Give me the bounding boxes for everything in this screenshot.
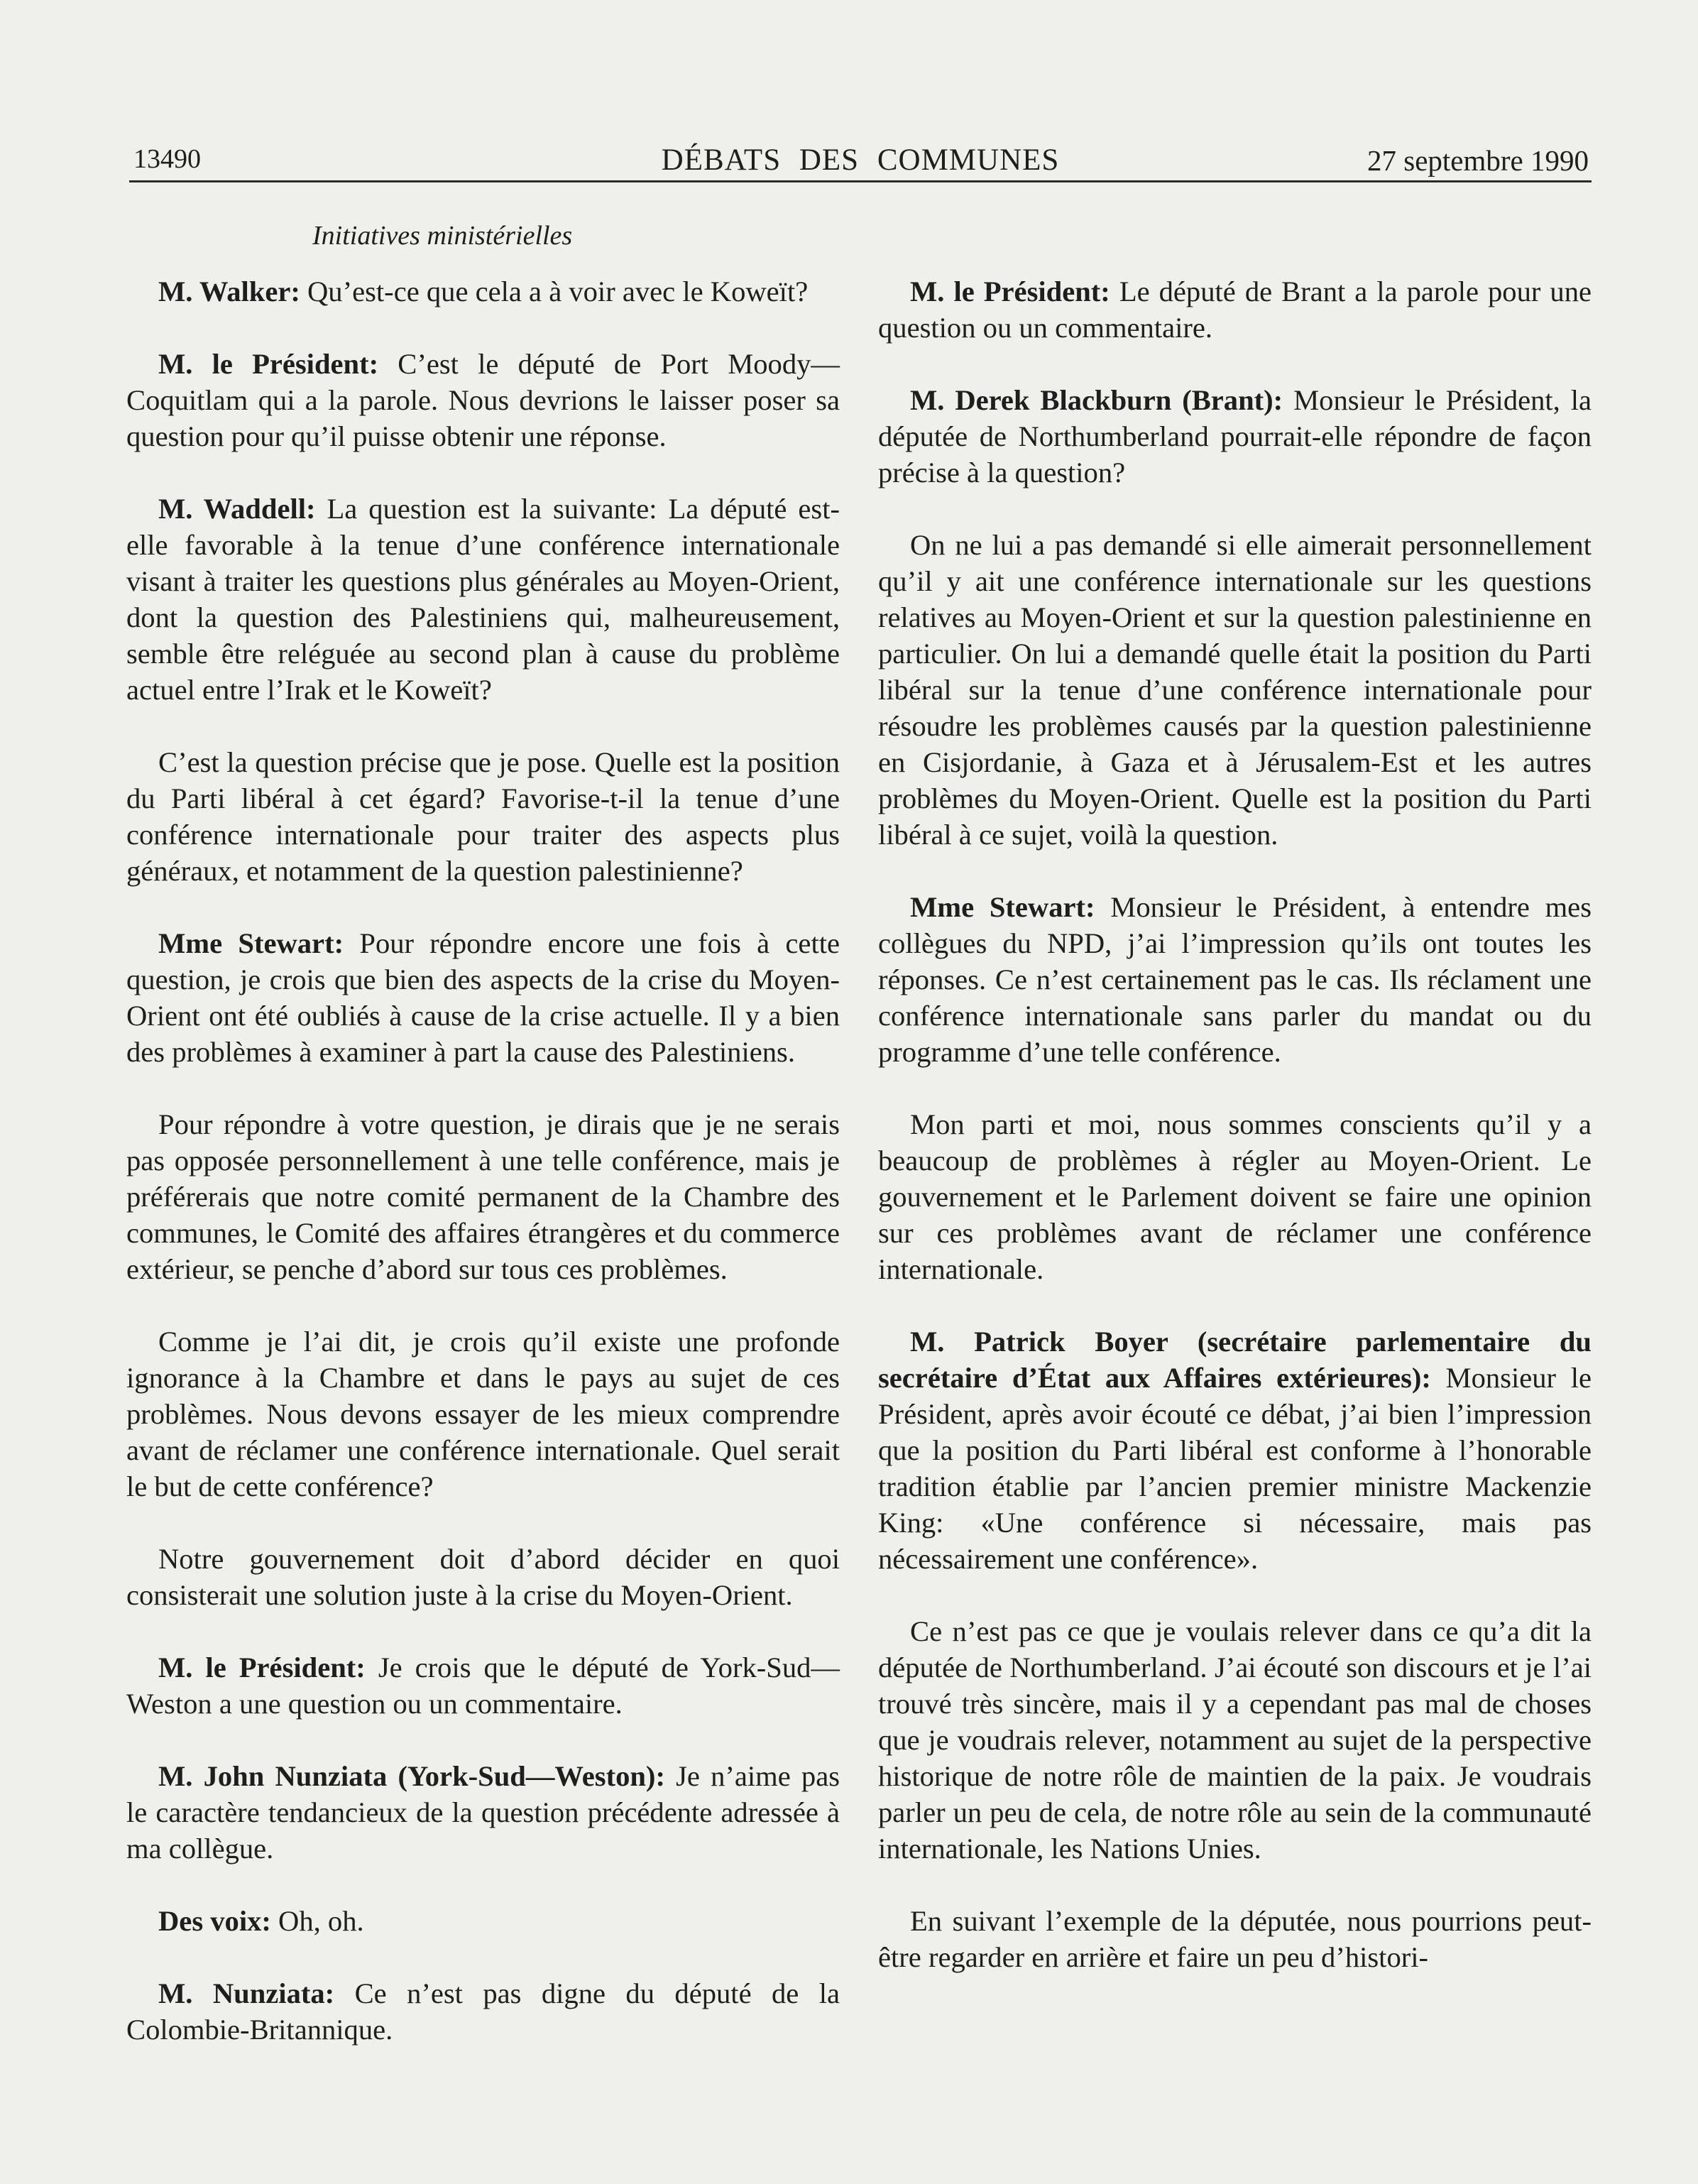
speech-text: Oh, oh. xyxy=(270,1905,364,1937)
speaker-name: Mme Stewart: xyxy=(158,927,344,959)
speaker-name: M. Nunziata: xyxy=(158,1977,335,2009)
paragraph xyxy=(126,1649,840,1722)
speaker-name: M. Patrick Boyer (secrétaire parlementaire du secrétaire d’État aux Affaires extérieures): xyxy=(878,1326,1592,1394)
paragraph xyxy=(878,1106,1592,1287)
speech-text: Ce n’est pas ce que je voulais relever dans ce qu’a dit la députée de Northumberland. J’ai écouté son discours et je l’ai trouvé très sincère, mais il y a cependant pas mal de choses que je voudrais relever, notamment au sujet de la perspective historique de notre rôle de maintien de la paix. Je voudrais parler un peu de cela, de notre rôle au sein de la communauté internationale, les Nations Unies. xyxy=(878,1615,1592,1864)
speaker-name: M. le Président: xyxy=(910,275,1110,307)
paragraph xyxy=(126,1758,840,1867)
speech-text: On ne lui a pas demandé si elle aimerait personnellement qu’il y ait une conférence internationale sur les questions relatives au Moyen-Orient et sur la question palestinienne en particulier. On lui a demandé quelle était la position du Parti libéral sur la tenue d’une conférence internationale pour résoudre les problèmes causés par la question palestinienne en Cisjordanie, à Gaza et à Jérusalem-Est et les autres problèmes du Moyen-Orient. Quelle est la position du Parti libéral à ce sujet, voilà la question. xyxy=(878,529,1592,851)
paragraph xyxy=(126,346,840,454)
speech-text: Pour répondre à votre question, je dirais que je ne serais pas opposée personnellement à une telle conférence, mais je préférerais que notre comité permanent de la Chambre des communes, le Comité des affaires étrangères et du commerce extérieur, se penche d’abord sur tous ces problèmes. xyxy=(126,1108,840,1285)
speech-text: Monsieur le Président, après avoir écouté ce débat, j’ai bien l’impression que la position du Parti libéral est conforme à l’honorable tradition établie par l’ancien premier ministre Mackenzie King: «Une conférence si nécessaire, mais pas nécessairement une conférence». xyxy=(878,1362,1592,1575)
speech-text: La question est la suivante: La député est-elle favorable à la tenue d’une conférence internationale visant à traiter les questions plus générales au Moyen-Orient, dont la question des Palestiniens qui, malheureusement, semble être reléguée au second plan à cause du problème actuel entre l’Irak et le Koweït? xyxy=(126,493,840,706)
speech-text: Je n’aime pas le caractère tendancieux de la question précédente adressée à ma collègue. xyxy=(126,1760,840,1864)
section-title: Initiatives ministérielles xyxy=(312,221,573,251)
paragraph xyxy=(878,527,1592,853)
paragraph xyxy=(126,1106,840,1287)
paragraph xyxy=(126,1975,840,2048)
paragraph xyxy=(126,1541,840,1613)
speaker-name: M. le Président: xyxy=(158,1651,366,1683)
speaker-name: Des voix: xyxy=(158,1905,271,1937)
speech-text: Notre gouvernement doit d’abord décider en quoi consisterait une solution juste à la crise du Moyen-Orient. xyxy=(126,1543,840,1611)
paragraph xyxy=(126,1323,840,1505)
speaker-name: M. le Président: xyxy=(158,348,379,380)
speaker-name: M. John Nunziata (York-Sud—Weston): xyxy=(158,1760,665,1792)
paragraph xyxy=(878,889,1592,1070)
speech-text: Comme je l’ai dit, je crois qu’il existe une profonde ignorance à la Chambre et dans le pays au sujet de ces problèmes. Nous devons essayer de les mieux comprendre avant de réclamer une conférence internationale. Quel serait le but de cette conférence? xyxy=(126,1326,840,1502)
right-column xyxy=(878,273,1592,1975)
page-number: 13490 xyxy=(133,144,201,174)
speaker-name: Mme Stewart: xyxy=(910,891,1095,923)
speech-text: Je crois que le député de York-Sud—Weston a une question ou un commentaire. xyxy=(126,1651,840,1720)
paragraph xyxy=(126,1903,840,1939)
speech-text: Pour répondre encore une fois à cette question, je crois que bien des aspects de la crise du Moyen-Orient ont été oubliés à cause de la crise actuelle. Il y a bien des problèmes à examiner à part la cause des Palestiniens. xyxy=(126,927,840,1068)
speech-text: En suivant l’exemple de la députée, nous pourrions peut-être regarder en arrière et faire un peu d’histori- xyxy=(878,1905,1592,1973)
left-column xyxy=(126,273,840,2048)
paragraph xyxy=(878,1903,1592,1975)
publication-date: 27 septembre 1990 xyxy=(1367,144,1589,177)
paragraph xyxy=(878,382,1592,491)
speaker-name: M. Walker: xyxy=(158,275,300,307)
publication-title: DÉBATS DES COMMUNES xyxy=(661,143,1060,177)
paragraph xyxy=(126,491,840,708)
paragraph xyxy=(126,273,840,310)
speech-text: Ce n’est pas digne du député de la Colombie-Britannique. xyxy=(126,1977,840,2046)
speaker-name: M. Waddell: xyxy=(158,493,316,525)
paragraph xyxy=(126,925,840,1070)
speech-text: Monsieur le Président, à entendre mes collègues du NPD, j’ai l’impression qu’ils ont toutes les réponses. Ce n’est certainement pas le cas. Ils réclament une conférence internationale sans parler du mandat ou du programme d’une telle conférence. xyxy=(878,891,1592,1068)
page-header xyxy=(129,141,1592,182)
speech-text: Monsieur le Président, la députée de Northumberland pourrait-elle répondre de façon précise à la question? xyxy=(878,384,1592,488)
speech-text: Mon parti et moi, nous sommes conscients qu’il y a beaucoup de problèmes à régler au Moyen-Orient. Le gouvernement et le Parlement doivent se faire une opinion sur ces problèmes avant de réclamer une conférence internationale. xyxy=(878,1108,1592,1285)
speech-text: C’est le député de Port Moody—Coquitlam qui a la parole. Nous devrions le laisser poser sa question pour qu’il puisse obtenir une réponse. xyxy=(126,348,840,452)
paragraph xyxy=(126,744,840,889)
speech-text: Qu’est-ce que cela a à voir avec le Koweït? xyxy=(300,275,809,307)
paragraph xyxy=(878,1323,1592,1577)
paragraph xyxy=(878,273,1592,346)
speech-text: Le député de Brant a la parole pour une question ou un commentaire. xyxy=(878,275,1592,344)
paragraph xyxy=(878,1613,1592,1867)
speech-text: C’est la question précise que je pose. Quelle est la position du Parti libéral à cet égard? Favorise-t-il la tenue d’une conférence internationale pour traiter des aspects plus généraux, et notamment de la question palestinienne? xyxy=(126,746,840,887)
speaker-name: M. Derek Blackburn (Brant): xyxy=(910,384,1283,416)
